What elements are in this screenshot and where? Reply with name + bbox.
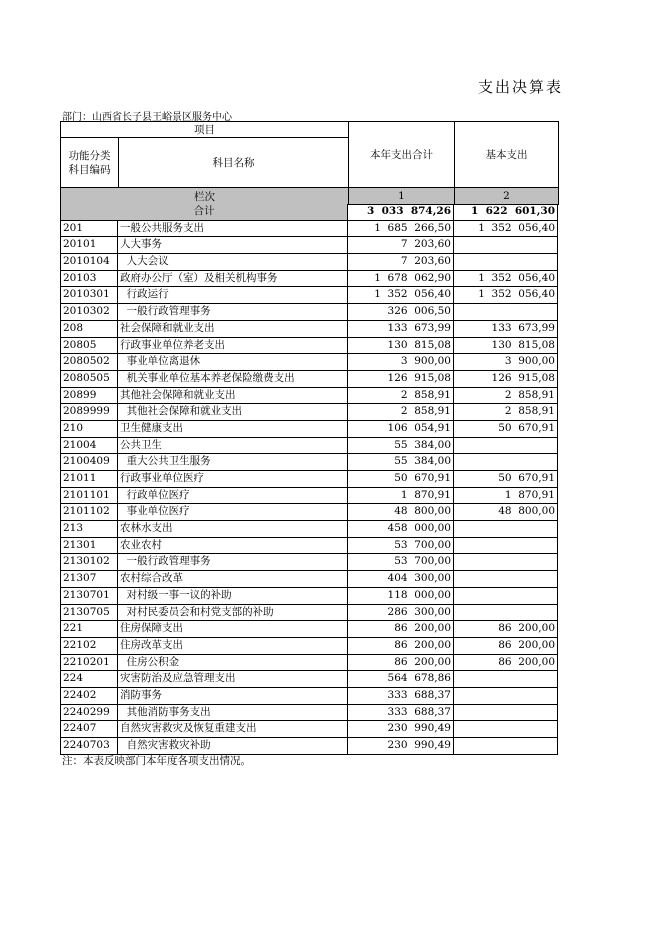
row-total: 118 000,00 — [348, 588, 454, 605]
table-row — [60, 421, 558, 438]
row-name: 人大会议 — [118, 254, 348, 271]
row-total: 333 688,37 — [348, 705, 454, 722]
row-code: 2080505 — [60, 371, 118, 388]
row-code: 22407 — [60, 721, 118, 738]
table-row — [60, 571, 558, 588]
row-name: 社会保障和就业支出 — [118, 321, 348, 338]
row-name: 其他社会保障和就业支出 — [118, 388, 348, 405]
row-total: 106 054,91 — [348, 421, 454, 438]
row-name: 行政事业单位医疗 — [118, 471, 348, 488]
total-label: 合计 — [60, 204, 348, 221]
row-name: 事业单位医疗 — [118, 504, 348, 521]
row-code: 20805 — [60, 338, 118, 355]
row-total: 404 300,00 — [348, 571, 454, 588]
total-basic: 1 622 601,30 — [454, 204, 558, 221]
expenditure-table — [60, 121, 558, 755]
table-row — [60, 237, 558, 254]
row-total: 1 352 056,40 — [348, 287, 454, 304]
total-value: 3 033 874,26 — [348, 204, 454, 221]
row-code: 20103 — [60, 271, 118, 288]
row-total: 126 915,08 — [348, 371, 454, 388]
row-name: 农村综合改革 — [118, 571, 348, 588]
row-code: 210 — [60, 421, 118, 438]
header-total: 本年支出合计 — [348, 121, 455, 188]
table-row — [60, 721, 558, 738]
table-row — [60, 388, 558, 405]
row-name: 住房改革支出 — [118, 638, 348, 655]
row-name: 农林水支出 — [118, 521, 348, 538]
table-row — [60, 321, 558, 338]
row-code: 2240703 — [60, 738, 118, 755]
table-header — [60, 121, 558, 204]
row-name: 人大事务 — [118, 237, 348, 254]
row-basic: 86 200,00 — [454, 655, 558, 672]
row-basic: 130 815,08 — [454, 338, 558, 355]
row-code: 22102 — [60, 638, 118, 655]
row-code: 22402 — [60, 688, 118, 705]
row-code: 224 — [60, 671, 118, 688]
row-name: 一般行政管理事务 — [118, 554, 348, 571]
row-name: 对村民委员会和村党支部的补助 — [118, 605, 348, 622]
table-row — [60, 404, 558, 421]
row-total: 86 200,00 — [348, 638, 454, 655]
row-name: 消防事务 — [118, 688, 348, 705]
row-code: 2130701 — [60, 588, 118, 605]
header-index-label: 栏次 — [60, 187, 349, 205]
row-name: 事业单位离退休 — [118, 354, 348, 371]
row-code: 201 — [60, 221, 118, 238]
row-basic: 3 900,00 — [454, 354, 558, 371]
row-total: 230 990,49 — [348, 738, 454, 755]
row-basic: 48 800,00 — [454, 504, 558, 521]
row-code: 213 — [60, 521, 118, 538]
row-code: 20101 — [60, 237, 118, 254]
row-code: 2101101 — [60, 488, 118, 505]
row-name: 重大公共卫生服务 — [118, 454, 348, 471]
row-basic — [454, 554, 558, 571]
department-label: 部门：山西省长子县王峪景区服务中心 — [62, 112, 232, 123]
row-total: 1 685 266,50 — [348, 221, 454, 238]
row-basic: 126 915,08 — [454, 371, 558, 388]
row-code: 21004 — [60, 438, 118, 455]
row-basic: 1 352 056,40 — [454, 287, 558, 304]
row-total: 458 000,00 — [348, 521, 454, 538]
row-name: 住房公积金 — [118, 655, 348, 672]
row-name: 行政单位医疗 — [118, 488, 348, 505]
total-row — [60, 204, 558, 221]
row-basic — [454, 588, 558, 605]
table-row — [60, 705, 558, 722]
row-basic: 133 673,99 — [454, 321, 558, 338]
table-row — [60, 538, 558, 555]
table-row — [60, 221, 558, 238]
row-total: 53 700,00 — [348, 538, 454, 555]
table-row — [60, 488, 558, 505]
header-name: 科目名称 — [212, 157, 255, 169]
row-basic — [454, 521, 558, 538]
row-code: 2101102 — [60, 504, 118, 521]
row-code: 2010302 — [60, 304, 118, 321]
row-name: 公共卫生 — [118, 438, 348, 455]
report-title: 支出决算表 — [478, 78, 564, 96]
row-name: 一般行政管理事务 — [118, 304, 348, 321]
row-total: 48 800,00 — [348, 504, 454, 521]
table-row — [60, 354, 558, 371]
header-index-1: 1 — [348, 187, 455, 205]
row-code: 20899 — [60, 388, 118, 405]
row-basic — [454, 254, 558, 271]
row-code: 21011 — [60, 471, 118, 488]
row-total: 1 678 062,90 — [348, 271, 454, 288]
row-code: 2130705 — [60, 605, 118, 622]
header-code-name-block — [60, 137, 349, 188]
row-basic — [454, 738, 558, 755]
row-code: 2010104 — [60, 254, 118, 271]
row-code: 208 — [60, 321, 118, 338]
row-code: 2130102 — [60, 554, 118, 571]
row-name: 农业农村 — [118, 538, 348, 555]
row-basic — [454, 605, 558, 622]
table-row — [60, 338, 558, 355]
row-code: 21301 — [60, 538, 118, 555]
row-total: 1 870,91 — [348, 488, 454, 505]
row-name: 对村级一事一议的补助 — [118, 588, 348, 605]
row-code: 21307 — [60, 571, 118, 588]
row-code: 2210201 — [60, 655, 118, 672]
header-index-2: 2 — [454, 187, 559, 205]
row-code: 2010301 — [60, 287, 118, 304]
table-row — [60, 304, 558, 321]
row-name: 住房保障支出 — [118, 621, 348, 638]
row-basic: 50 670,91 — [454, 421, 558, 438]
row-total: 130 815,08 — [348, 338, 454, 355]
row-name: 机关事业单位基本养老保险缴费支出 — [118, 371, 348, 388]
row-total: 133 673,99 — [348, 321, 454, 338]
table-row — [60, 621, 558, 638]
row-basic: 86 200,00 — [454, 638, 558, 655]
row-total: 564 678,86 — [348, 671, 454, 688]
row-total: 2 858,91 — [348, 404, 454, 421]
row-basic — [454, 304, 558, 321]
row-code: 2089999 — [60, 404, 118, 421]
table-row — [60, 471, 558, 488]
row-basic — [454, 454, 558, 471]
row-total: 53 700,00 — [348, 554, 454, 571]
row-total: 3 900,00 — [348, 354, 454, 371]
row-code: 2240299 — [60, 705, 118, 722]
row-basic — [454, 671, 558, 688]
row-code: 221 — [60, 621, 118, 638]
row-total: 86 200,00 — [348, 655, 454, 672]
row-basic — [454, 688, 558, 705]
row-name: 其他社会保障和就业支出 — [118, 404, 348, 421]
row-basic: 1 352 056,40 — [454, 271, 558, 288]
row-basic — [454, 237, 558, 254]
table-row — [60, 454, 558, 471]
row-basic: 2 858,91 — [454, 404, 558, 421]
row-total: 333 688,37 — [348, 688, 454, 705]
table-body — [60, 221, 558, 755]
row-code: 2100409 — [60, 454, 118, 471]
table-row — [60, 605, 558, 622]
row-total: 2 858,91 — [348, 388, 454, 405]
row-name: 行政运行 — [118, 287, 348, 304]
row-code: 2080502 — [60, 354, 118, 371]
row-basic — [454, 721, 558, 738]
row-total: 7 203,60 — [348, 254, 454, 271]
row-basic: 1 870,91 — [454, 488, 558, 505]
row-total: 7 203,60 — [348, 237, 454, 254]
table-row — [60, 688, 558, 705]
row-total: 50 670,91 — [348, 471, 454, 488]
header-code: 功能分类 科目编码 — [61, 138, 119, 187]
table-row — [60, 521, 558, 538]
table-row — [60, 271, 558, 288]
table-row — [60, 438, 558, 455]
row-basic — [454, 571, 558, 588]
row-total: 86 200,00 — [348, 621, 454, 638]
table-row — [60, 554, 558, 571]
row-basic — [454, 705, 558, 722]
row-name: 卫生健康支出 — [118, 421, 348, 438]
table-row — [60, 655, 558, 672]
table-row — [60, 371, 558, 388]
row-name: 灾害防治及应急管理支出 — [118, 671, 348, 688]
row-total: 230 990,49 — [348, 721, 454, 738]
row-basic — [454, 538, 558, 555]
row-basic: 2 858,91 — [454, 388, 558, 405]
table-row — [60, 287, 558, 304]
row-basic: 1 352 056,40 — [454, 221, 558, 238]
row-name: 一般公共服务支出 — [118, 221, 348, 238]
table-row — [60, 638, 558, 655]
header-basic: 基本支出 — [454, 121, 559, 188]
row-total: 55 384,00 — [348, 438, 454, 455]
row-total: 55 384,00 — [348, 454, 454, 471]
row-name: 自然灾害救灾及恢复重建支出 — [118, 721, 348, 738]
row-total: 286 300,00 — [348, 605, 454, 622]
table-row — [60, 671, 558, 688]
row-name: 政府办公厅（室）及相关机构事务 — [118, 271, 348, 288]
row-basic: 86 200,00 — [454, 621, 558, 638]
table-row — [60, 504, 558, 521]
table-row — [60, 254, 558, 271]
row-name: 行政事业单位养老支出 — [118, 338, 348, 355]
footnote: 注：本表反映部门本年度各项支出情况。 — [62, 755, 251, 767]
row-name: 自然灾害救灾补助 — [118, 738, 348, 755]
row-name: 其他消防事务支出 — [118, 705, 348, 722]
row-total: 326 006,50 — [348, 304, 454, 321]
row-basic: 50 670,91 — [454, 471, 558, 488]
table-row — [60, 588, 558, 605]
row-basic — [454, 438, 558, 455]
header-project: 项目 — [60, 121, 349, 138]
